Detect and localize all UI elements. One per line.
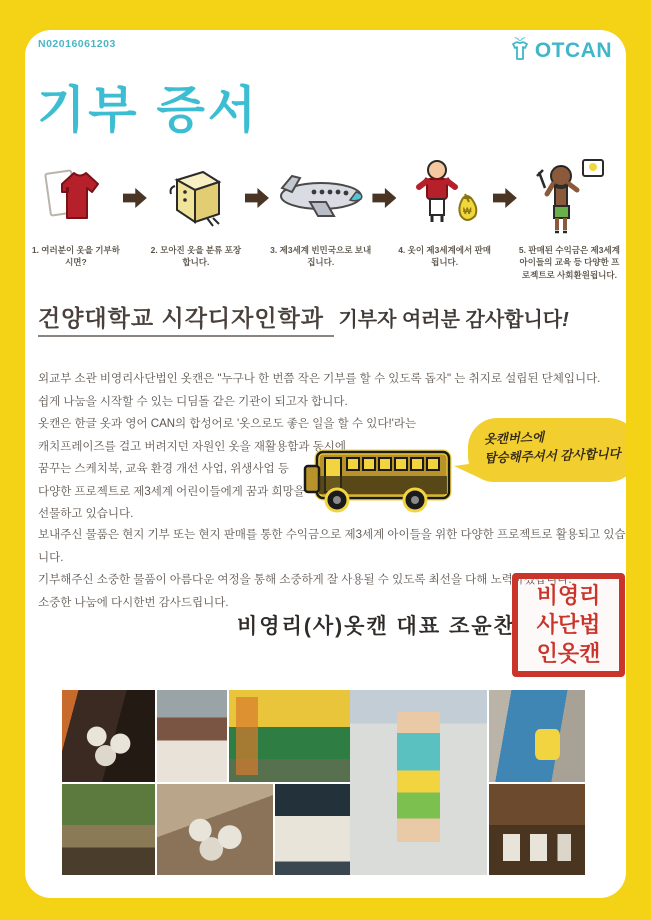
photo-collage <box>62 690 585 875</box>
thanks-heading <box>38 300 569 333</box>
speech-bubble <box>468 418 626 482</box>
arrow-right-icon <box>372 188 396 208</box>
official-seal-stamp <box>512 573 625 677</box>
otcan-logo <box>507 35 612 67</box>
document-number: N02016061203 <box>38 38 116 50</box>
airplane-icon <box>276 152 366 240</box>
photo-girl-white-shirt <box>275 784 352 875</box>
svg-text:₩: ₩ <box>462 206 472 216</box>
stamp-row: 사단법 <box>536 611 601 637</box>
child-money-icon <box>407 152 483 240</box>
paragraph-line: 보내주신 물품은 현지 기부 또는 현지 판매를 통한 수익금으로 제3세계 아이들을 위한 다양한 프로젝트로 활용되고 있습니다. <box>38 529 626 564</box>
arrow-right-icon <box>123 188 147 208</box>
process-steps <box>29 152 622 281</box>
step-caption: 3. 제3세계 빈민국으로 보내집니다. <box>270 245 372 268</box>
bubble-text: 옷캔버스에 탑승해주셔서 감사합니다 <box>483 430 621 466</box>
step-ship <box>269 152 372 269</box>
tshirt-icon <box>40 152 112 240</box>
stamp-row: 인옷캔 <box>536 640 601 666</box>
paragraph-line: 쉽게 나눔을 시작할 수 있는 디딤돌 같은 기관이 되고자 합니다. <box>38 395 348 408</box>
paragraph-line: 선물하고 있습니다. <box>38 508 134 520</box>
paragraph-line: 소중한 나눔에 다시한번 감사드립니다. <box>38 596 229 609</box>
shirt-sprout-icon <box>507 35 533 67</box>
photo-girl-holding-paper <box>157 690 227 782</box>
step-give-back <box>517 152 622 281</box>
photo-classroom-green-chairs <box>229 690 351 782</box>
donor-name: 건양대학교 시각디자인학과 <box>38 305 334 337</box>
step-pack <box>147 152 245 269</box>
arrow-right-icon <box>493 188 517 208</box>
paragraph-line: 기부해주신 소중한 물품이 아름다운 여정을 통해 소중하게 잘 사용될 수 있도록 최선을 다해 노력하겠습니다. <box>38 574 572 586</box>
step-sell <box>396 152 492 269</box>
step-caption: 5. 판매된 수익금은 제3세계 아이들의 교육 등 다양한 프로젝트로 사회환원됩니다. <box>518 245 620 280</box>
page-title: 기부 증서 <box>37 82 260 138</box>
step-caption: 2. 모아진 옷을 분류 포장합니다. <box>150 245 242 268</box>
photo-boy-with-certificate <box>350 690 487 875</box>
paragraph-line: 외교부 소관 비영리사단법인 옷캔은 "누구나 한 번쯤 작은 기부를 할 수 있도록 돕자" 는 취지로 설립된 단체입니다. <box>38 373 601 385</box>
certificate-card <box>25 30 626 898</box>
box-icon <box>163 152 229 240</box>
step-caption: 4. 옷이 제3세계에서 판매됩니다. <box>398 245 492 268</box>
paragraph-line: 다양한 프로젝트로 제3세계 어린이들에게 꿈과 희망을 <box>38 485 305 498</box>
paragraph-line: 옷캔은 한글 옷과 영어 CAN의 합성어로 '옷으로도 좋은 일을 할 수 있다!'라는 <box>38 418 417 430</box>
step-donate <box>29 152 123 269</box>
photo-kids-doorway <box>62 690 155 782</box>
arrow-right-icon <box>245 188 269 208</box>
logo-wordmark: OTCAN <box>534 39 612 62</box>
photo-kids-with-certificates <box>157 784 273 875</box>
step-caption: 1. 여러분이 옷을 기부하시면? <box>31 245 120 268</box>
photo-kids-blue-door <box>489 690 585 782</box>
child-certificate-icon <box>531 152 607 240</box>
paragraph-line: 꿈꾸는 스케치북, 교육 환경 개선 사업, 위생사업 등 <box>38 463 289 475</box>
paragraph-line: 캐치프레이즈를 걸고 버려지던 자원인 옷을 재활용함과 동시에 <box>38 440 347 453</box>
photo-kids-writing-desks <box>489 784 585 875</box>
stamp-row: 비영리 <box>536 583 601 609</box>
photo-outdoor-group <box>62 784 155 875</box>
signature-line: 비영리(사)옷캔 대표 조윤찬 <box>237 615 516 638</box>
bus-illustration <box>303 438 463 525</box>
thanks-text: 기부자 여러분 감사합니다! <box>338 309 569 331</box>
